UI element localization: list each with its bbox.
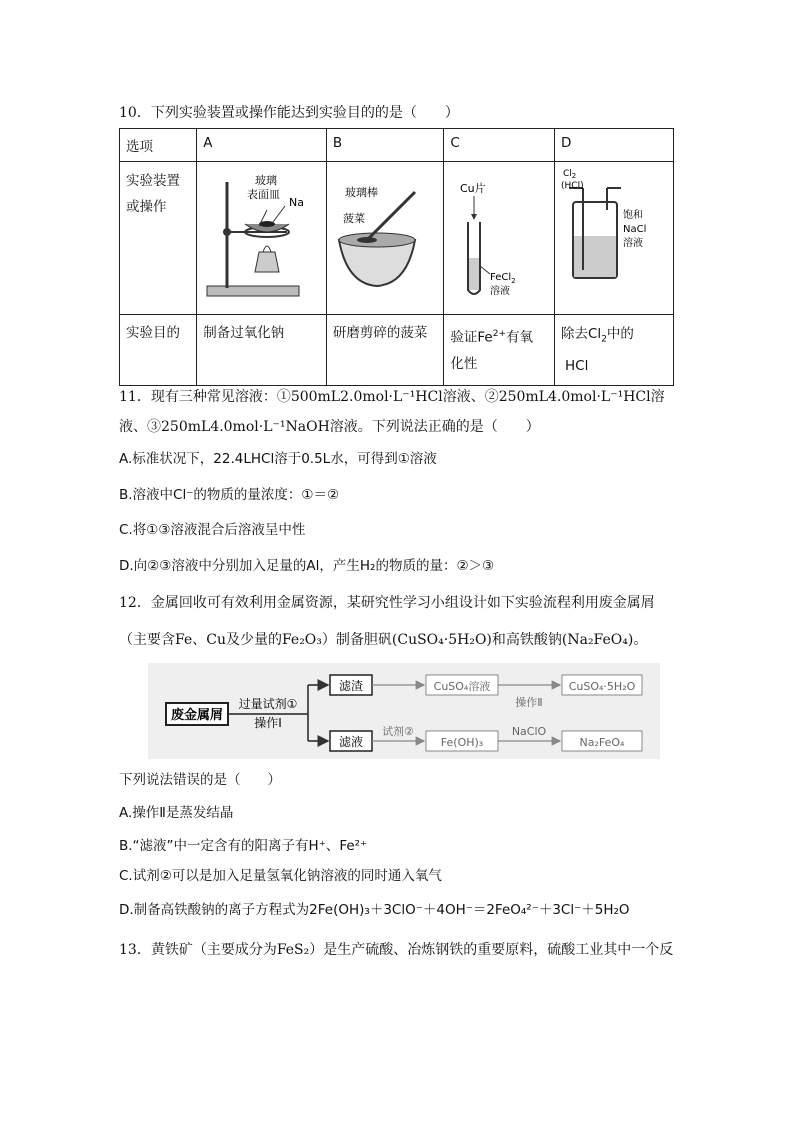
q10-stem: 10．下列实验装置或操作能达到实验目的的是（ ） — [119, 105, 459, 121]
fig-a-label-na: Na — [289, 196, 305, 209]
fig-d-label-saturated: 饱和 — [623, 210, 643, 221]
goal-c: 验证$Fe^{2+}$有氧 化性 — [444, 315, 555, 386]
q12-ask: 下列说法错误的是（ ） — [119, 772, 281, 788]
goal-b: 研磨剪碎的菠菜 — [326, 315, 444, 386]
flow-start: 废金属屑 — [170, 708, 224, 723]
fig-d-label-cl2: $Cl_2$ — [563, 169, 577, 180]
flow-reagent2: 试剂② — [382, 725, 414, 738]
flow-residue: 滤渣 — [338, 679, 364, 693]
figure-d-wash-bottle — [555, 162, 673, 310]
q12-option-d: D.制备高铁酸钠的离子方程式为2Fe(OH)₃＋3ClO⁻＋4OH⁻＝2FeO₄²⁻＋3Cl⁻＋5H₂O — [119, 902, 630, 918]
figure-b-mortar — [327, 162, 437, 310]
figure-a-ironstand — [197, 162, 321, 310]
fig-b-label-rod: 玻璃棒 — [344, 186, 378, 199]
flow-naclo: NaClO — [511, 725, 547, 738]
q12-line2: （主要含Fe、Cu及少量的Fe₂O₃）制备胆矾(CuSO₄·5H₂O)和高铁酸钠(Na₂FeO₄)。 — [119, 632, 648, 648]
q12-option-a: A.操作Ⅱ是蒸发结晶 — [119, 805, 234, 821]
flow-reagent1: 过量试剂① — [238, 697, 298, 711]
goal-a: 制备过氧化钠 — [197, 315, 327, 386]
figure-a-cell — [197, 162, 327, 315]
flowchart-diagram — [148, 663, 660, 759]
q10-table — [119, 128, 674, 386]
figure-b-cell — [326, 162, 444, 315]
fig-a-label-dish: 表面皿 — [247, 188, 281, 201]
flow-filtrate: 滤液 — [338, 735, 364, 749]
fig-a-label-glass: 玻璃 — [255, 174, 278, 187]
q11-option-d: D.向②③溶液中分别加入足量的Al，产生H₂的物质的量：②＞③ — [119, 558, 495, 574]
fig-c-label-cu: Cu片 — [460, 182, 487, 195]
q12-option-c: C.试剂②可以是加入足量氢氧化钠溶液的同时通入氧气 — [119, 868, 442, 884]
fig-d-label-nacl: NaCl — [623, 224, 647, 235]
flow-op1: 操作Ⅰ — [254, 716, 282, 730]
flow-product2: Na₂FeO₄ — [579, 736, 625, 749]
flow-feoh3: Fe(OH)₃ — [440, 736, 484, 749]
q11-option-c: C.将①③溶液混合后溶液呈中性 — [119, 522, 306, 538]
q11-line2: 液、③250mL4.0mol·L⁻¹NaOH溶液。下列说法正确的是（ ） — [119, 419, 540, 435]
row-label-apparatus: 实验装置 或操作 — [120, 162, 197, 315]
fig-b-label-spinach: 菠菜 — [342, 212, 365, 225]
q12-option-b: B.“滤液”中一定含有的阳离子有H⁺、Fe²⁺ — [119, 838, 368, 854]
goal-d: 除去$Cl_2$中的 HCl — [555, 315, 674, 386]
header-a: A — [197, 129, 327, 162]
header-c: C — [444, 129, 555, 162]
q12-line1: 12．金属回收可有效利用金属资源，某研究性学习小组设计如下实验流程利用废金属屑 — [119, 595, 655, 611]
figure-d-cell — [555, 162, 674, 315]
fig-d-label-hcl: (HCl) — [561, 181, 584, 191]
figure-c-cell — [444, 162, 555, 315]
header-option: 选项 — [120, 129, 197, 162]
flow-cuso4: CuSO₄溶液 — [433, 680, 491, 693]
q11-option-b: B.溶液中Cl⁻的物质的量浓度：①＝② — [119, 487, 340, 503]
figure-c-test-tube — [444, 162, 548, 310]
flow-op2: 操作Ⅱ — [515, 696, 543, 709]
fig-d-label-solution: 溶液 — [623, 238, 643, 249]
fig-c-label-fecl2: FeCl$_2$ — [490, 272, 516, 285]
row-label-goal: 实验目的 — [120, 315, 197, 386]
q11-option-a: A.标准状况下，22.4LHCl溶于0.5L水，可得到①溶液 — [119, 451, 437, 467]
q11-line1: 11．现有三种常见溶液：①500mL2.0mol·L⁻¹HCl溶液、②250mL4.0mol·L⁻¹HCl溶 — [119, 389, 665, 405]
q13-line1: 13．黄铁矿（主要成分为FeS₂）是生产硫酸、冶炼钢铁的重要原料，硫酸工业其中一个反 — [119, 942, 674, 958]
header-d: D — [555, 129, 674, 162]
header-b: B — [326, 129, 444, 162]
fig-c-label-solution: 溶液 — [490, 286, 511, 297]
flow-product1: CuSO₄·5H₂O — [568, 680, 636, 693]
q12-flowchart — [148, 663, 660, 759]
